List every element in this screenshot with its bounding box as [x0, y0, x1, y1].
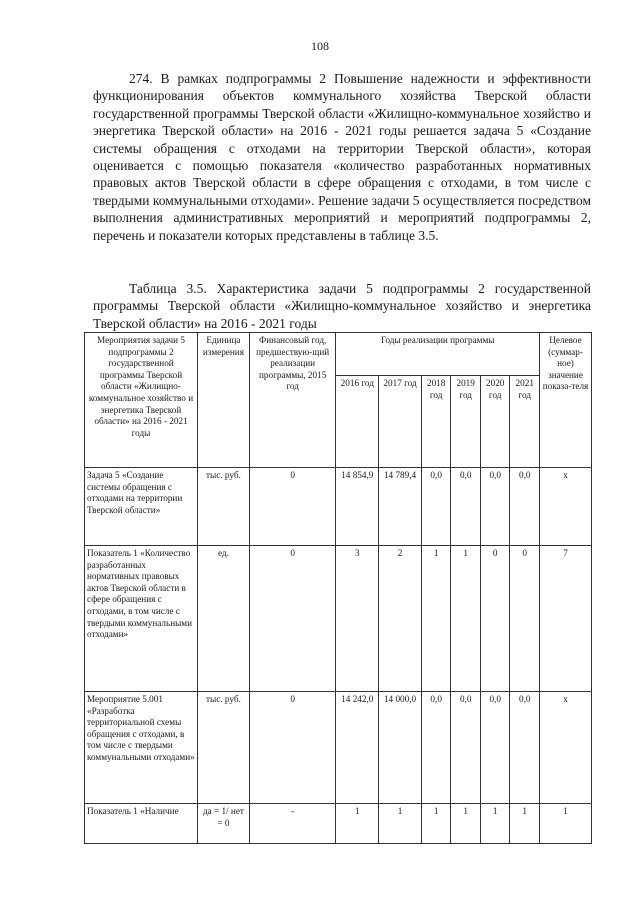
header-target: Целевое (суммар-ное) значение показа-теля: [540, 333, 592, 468]
row-value-2020: 0: [480, 546, 510, 692]
row-value-2020: 0,0: [480, 692, 510, 804]
row-name: Показатель 1 «Количество разработанных нормативных правовых актов Тверской области в сфере обращения с отходами, в том числе с твердыми коммунальными отходами»: [85, 546, 198, 692]
row-unit: тыс. руб.: [197, 692, 249, 804]
row-unit: ед.: [197, 546, 249, 692]
header-year-2020: 2020 год: [480, 376, 510, 468]
row-value-2021: 0: [510, 546, 540, 692]
header-year-2018: 2018 год: [421, 376, 451, 468]
row-name: Показатель 1 «Наличие: [85, 804, 198, 844]
row-value-2018: 0,0: [421, 692, 451, 804]
row-name: Задача 5 «Создание системы обращения с отходами на территории Тверской области»: [85, 468, 198, 546]
row-value-2016: 3: [336, 546, 379, 692]
row-value-2018: 1: [421, 546, 451, 692]
row-target: 1: [540, 804, 592, 844]
header-prev-year: Финансовый год, предшествую-щий реализации программы, 2015 год: [249, 333, 336, 468]
header-year-2019: 2019 год: [451, 376, 481, 468]
row-value-2017: 14 789,4: [379, 468, 422, 546]
row-value-2018: 0,0: [421, 468, 451, 546]
page-number: 108: [311, 39, 329, 53]
row-value-2017: 1: [379, 804, 422, 844]
row-value-2020: 0,0: [480, 468, 510, 546]
row-target: 7: [540, 546, 592, 692]
table-row: [85, 468, 592, 546]
row-value-2019: 1: [451, 546, 481, 692]
row-value-2017: 14 000,0: [379, 692, 422, 804]
row-value-2017: 2: [379, 546, 422, 692]
header-row-1: [85, 333, 592, 376]
row-name: Мероприятие 5.001 «Разработка территориальной схемы обращения с отходами, в том числе с твердыми коммунальными отходами»: [85, 692, 198, 804]
row-value-2016: 14 854,9: [336, 468, 379, 546]
row-prev: -: [249, 804, 336, 844]
header-measures: Мероприятия задачи 5 подпрограммы 2 государственной программы Тверской области «Жилищно-коммунальное хозяйство и энергетика Тверской области» на 2016 - 2021 годы: [85, 333, 198, 468]
indicators-table: [84, 332, 592, 844]
row-unit: тыс. руб.: [197, 468, 249, 546]
row-value-2016: 14 242,0: [336, 692, 379, 804]
table-row: [85, 804, 592, 844]
row-prev: 0: [249, 692, 336, 804]
row-value-2018: 1: [421, 804, 451, 844]
row-value-2019: 1: [451, 804, 481, 844]
row-unit: да = 1/ нет = 0: [197, 804, 249, 844]
table-caption: Таблица 3.5. Характеристика задачи 5 подпрограммы 2 государственной программы Тверской области «Жилищно-коммунальное хозяйство и энергетика Тверской области» на 2016 - 2021 годы: [93, 281, 591, 331]
table-row: [85, 546, 592, 692]
row-value-2020: 1: [480, 804, 510, 844]
header-year-2021: 2021 год: [510, 376, 540, 468]
row-target: х: [540, 468, 592, 546]
row-target: х: [540, 692, 592, 804]
row-value-2021: 0,0: [510, 692, 540, 804]
row-value-2019: 0,0: [451, 468, 481, 546]
row-value-2021: 0,0: [510, 468, 540, 546]
header-years-group: Годы реализации программы: [336, 333, 540, 376]
header-year-2017: 2017 год: [379, 376, 422, 468]
body-paragraph: 274. В рамках подпрограммы 2 Повышение надежности и эффективности функционирования объектов коммунального хозяйства Тверской области государственной программы Тверской области «Жилищно-коммунальное хозяйство и энергетика Тверской области» на 2016 - 2021 годы решается задача 5 «Создание системы обращения с отходами на территории Тверской области», которая оценивается с помощью показателя «количество разработанных нормативных правовых актов Тверской области в сфере обращения с отходами, в том числе с твердыми коммунальными отходами». Решение задачи 5 осуществляется посредством выполнения административных мероприятий и мероприятий подпрограммы 2, перечень и показатели которых представлены в таблице 3.5.: [93, 71, 591, 243]
row-value-2021: 1: [510, 804, 540, 844]
header-unit: Единица измерения: [197, 333, 249, 468]
row-value-2019: 0,0: [451, 692, 481, 804]
row-prev: 0: [249, 546, 336, 692]
row-prev: 0: [249, 468, 336, 546]
row-value-2016: 1: [336, 804, 379, 844]
table-row: [85, 692, 592, 804]
header-year-2016: 2016 год: [336, 376, 379, 468]
